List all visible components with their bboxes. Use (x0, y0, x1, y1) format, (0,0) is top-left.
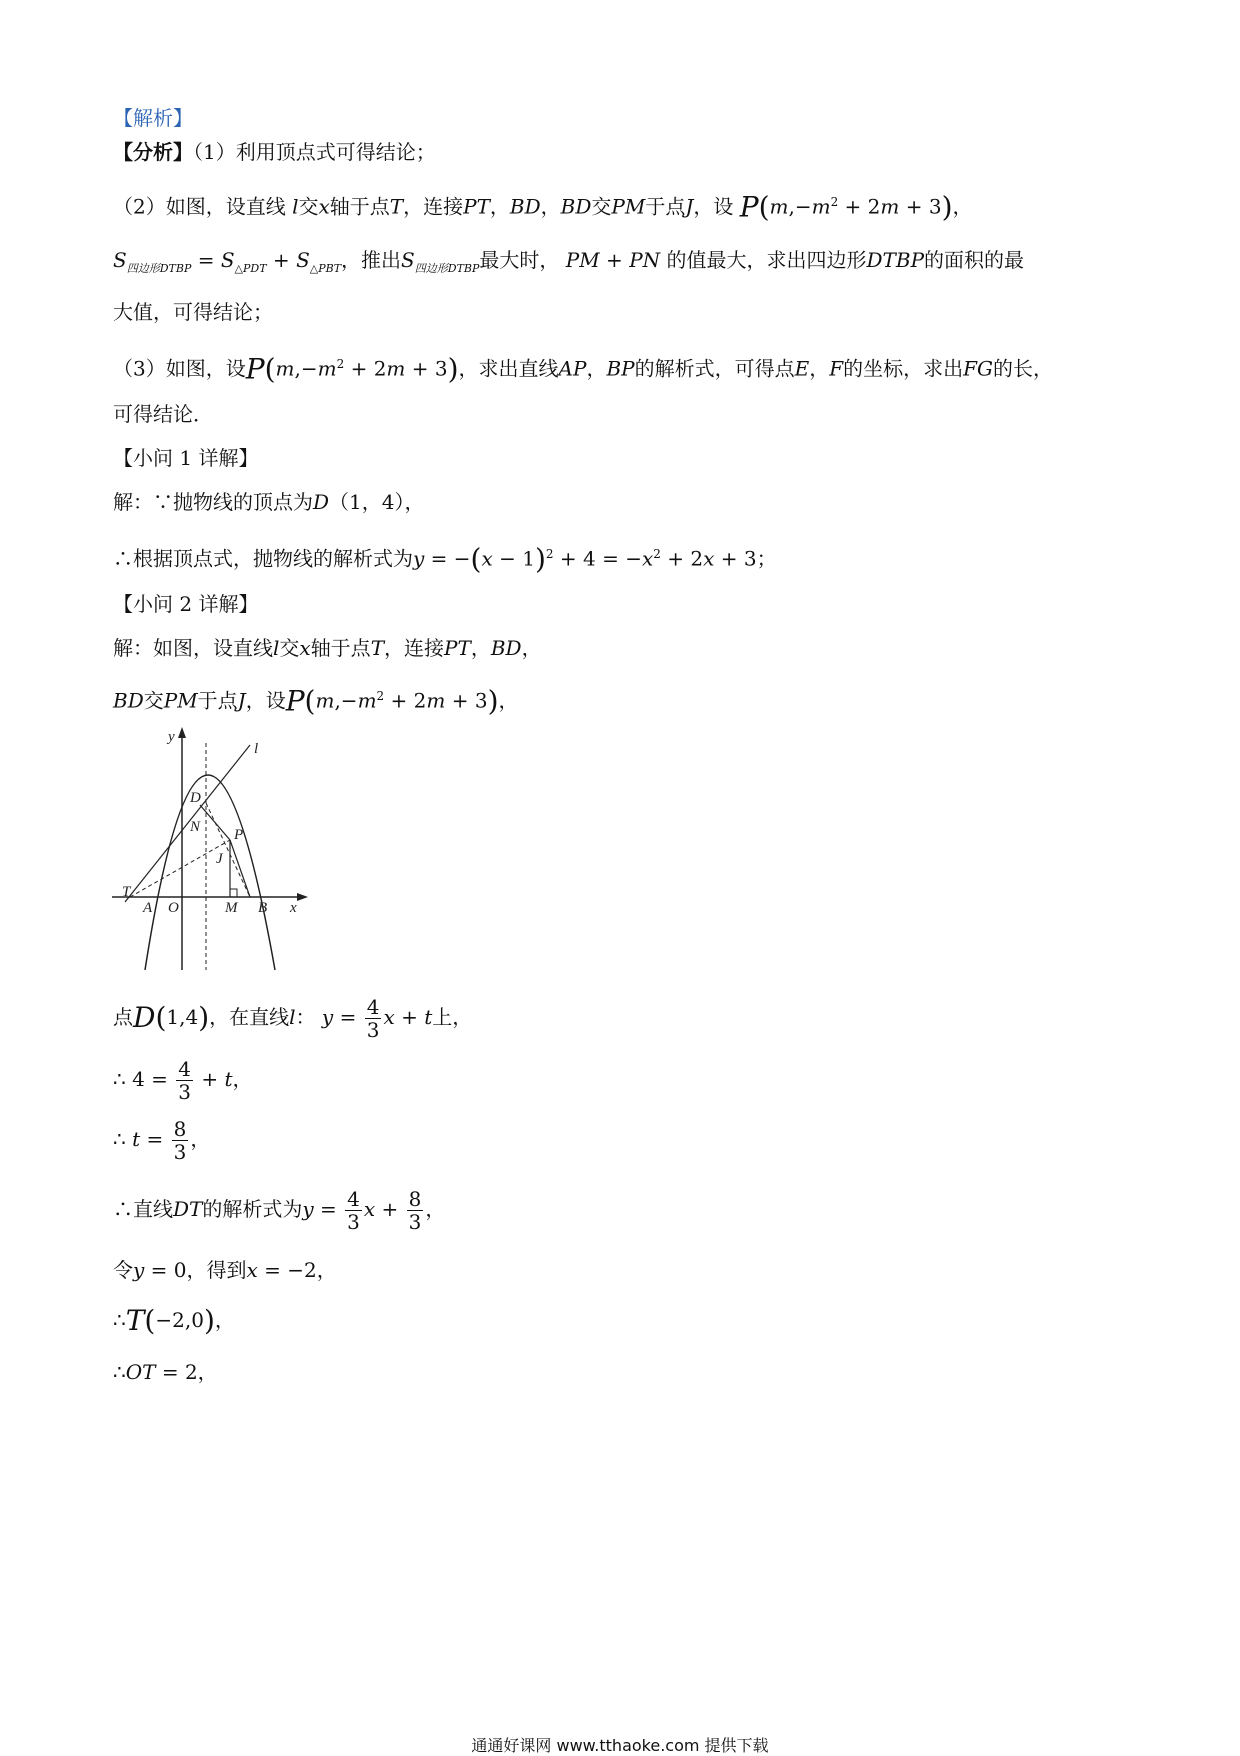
page-footer: 通通好课网 www.tthaoke.com 提供下载 (471, 1736, 769, 1755)
analysis-p2: （2）如图，设直线 (113, 194, 286, 219)
q2-tag: 【小问 2 详解】 (113, 592, 259, 616)
analysis-line-6: 可得结论． (113, 402, 213, 426)
fig-label-N: N (190, 819, 201, 835)
analysis-p5d: 的坐标，求出 (843, 356, 964, 381)
q2-s4a: ∴直线 (113, 1197, 173, 1221)
q2-s4b: 的解析式为 (202, 1197, 303, 1221)
q2-s1c: 上， (432, 1005, 473, 1029)
analysis-p5a: （3）如图，设 (113, 356, 246, 381)
analysis-p3-sum: ，推出 (341, 248, 402, 272)
q2-s1b: ，在直线 (209, 1005, 290, 1029)
fig-label-J: J (216, 851, 223, 867)
q2-step-4: ∴直线DT的解析式为y = $\frac{4}{3}$ x + $\frac{8}{3}$ ， (113, 1187, 446, 1234)
analysis-p5e: 的长， (992, 356, 1053, 381)
q2-l2d: ，设 (245, 688, 286, 713)
q1-line-1: 解：∵抛物线的顶点为D（1，4）， (113, 490, 425, 514)
section-heading: 【解析】 (113, 106, 193, 130)
fig-label-A: A (143, 900, 153, 916)
q2-l1c: 轴于点 (310, 636, 371, 660)
q2-line-1: 解：如图，设直线l交x轴于点T，连接PT，BD， (113, 636, 542, 660)
q1-vertex: （1，4）， (329, 490, 425, 514)
q2-l1b: 交 (279, 636, 300, 660)
analysis-p2a: 交 (298, 194, 319, 219)
fig-label-M: M (225, 900, 238, 916)
q2-step-6: ∴T(−2,0)， (113, 1304, 235, 1337)
q2-s6: ∴ (113, 1308, 126, 1332)
analysis-p2d: ， (540, 194, 561, 219)
fig-label-x: x (290, 900, 297, 916)
q2-l2c: 于点 (197, 688, 238, 713)
analysis-p3-end: 的值最大，求出四边形 (666, 248, 867, 272)
analysis-p2f: 于点 (645, 194, 686, 219)
analysis-line-4: 大值，可得结论； (113, 300, 273, 324)
analysis-line-3: $S_{四边形DTBP} = S_{\triangle PDT} + S_{\triangle PBT}$，推出$S_{四边形DTBP}$最大时， PM + PN 的值最大，求出四边形DTBP的面积的最 (113, 248, 1025, 275)
analysis-p2b: 轴于点 (329, 194, 390, 219)
q1-tag: 【小问 1 详解】 (113, 446, 259, 470)
analysis-p5c: 的解析式，可得点 (634, 356, 795, 381)
q2-l2b: 交 (143, 688, 164, 713)
fig-label-T: T (122, 884, 131, 900)
analysis-line-2: （2）如图，设直线 l交x轴于点T，连接PT，BD，BD交PM于点J，设 $P(m,-m^2 + 2m + 3)$， (113, 190, 973, 224)
q2-s7: ∴ (113, 1360, 126, 1384)
q2-s5b: ，得到 (186, 1258, 247, 1282)
analysis-line-5: （3）如图，设$P(m,-m^2 + 2m + 3)$，求出直线AP，BP的解析式，可得点E，F的坐标，求出FG的长， (113, 352, 1053, 386)
fig-label-O: O (168, 900, 179, 916)
q2-s5c: ， (316, 1258, 337, 1282)
analysis-p1: （1）利用顶点式可得结论； (193, 140, 436, 164)
analysis-line-1 (113, 138, 436, 166)
fig-label-y: y (168, 729, 175, 745)
analysis-p2e: 交 (591, 194, 612, 219)
q2-step-5: 令y = 0，得到x = −2， (113, 1258, 337, 1282)
q2-step-3: ∴ t = $\frac{8}{3}$ ， (113, 1117, 211, 1164)
q2-l1: 解：如图，设直线 (113, 636, 273, 660)
q1-line-2: ∴根据顶点式，抛物线的解析式为$y = -(x - 1)^2 + 4 = -x^2 + 2x + 3$； (113, 542, 777, 576)
analysis-p3-mid: 最大时， (479, 248, 560, 272)
analysis-p2c: ，连接 (403, 194, 464, 219)
fig-label-l: l (254, 741, 259, 757)
q2-line-2: BD交PM于点J，设$P(m,-m^2 + 2m + 3)$， (113, 684, 519, 718)
fig-label-P: P (234, 827, 244, 843)
analysis-tag: 【分析】 (113, 140, 193, 164)
q2-s5a: 令 (113, 1258, 133, 1282)
q1-l1: 解：∵抛物线的顶点为 (113, 490, 313, 514)
analysis-p2g: ，设 (693, 194, 734, 219)
fig-label-D: D (190, 790, 201, 806)
q2-step-2: ∴ 4 = $\frac{4}{3}$ + t， (113, 1057, 253, 1104)
fig-label-B: B (258, 900, 268, 916)
q2-step-1: 点D(1,4)，在直线l： y = $\frac{4}{3}$ x + t上， (113, 995, 473, 1042)
analysis-p3-tail: 的面积的最 (924, 248, 1025, 272)
q1-l2: ∴根据顶点式，抛物线的解析式为 (113, 546, 413, 571)
q2-s1a: 点 (113, 1005, 133, 1029)
q2-step-7: ∴OT = 2， (113, 1360, 218, 1384)
analysis-p5b: ，求出直线 (458, 356, 559, 381)
q2-l1d: ，连接 (384, 636, 445, 660)
parabola-figure (110, 725, 335, 975)
